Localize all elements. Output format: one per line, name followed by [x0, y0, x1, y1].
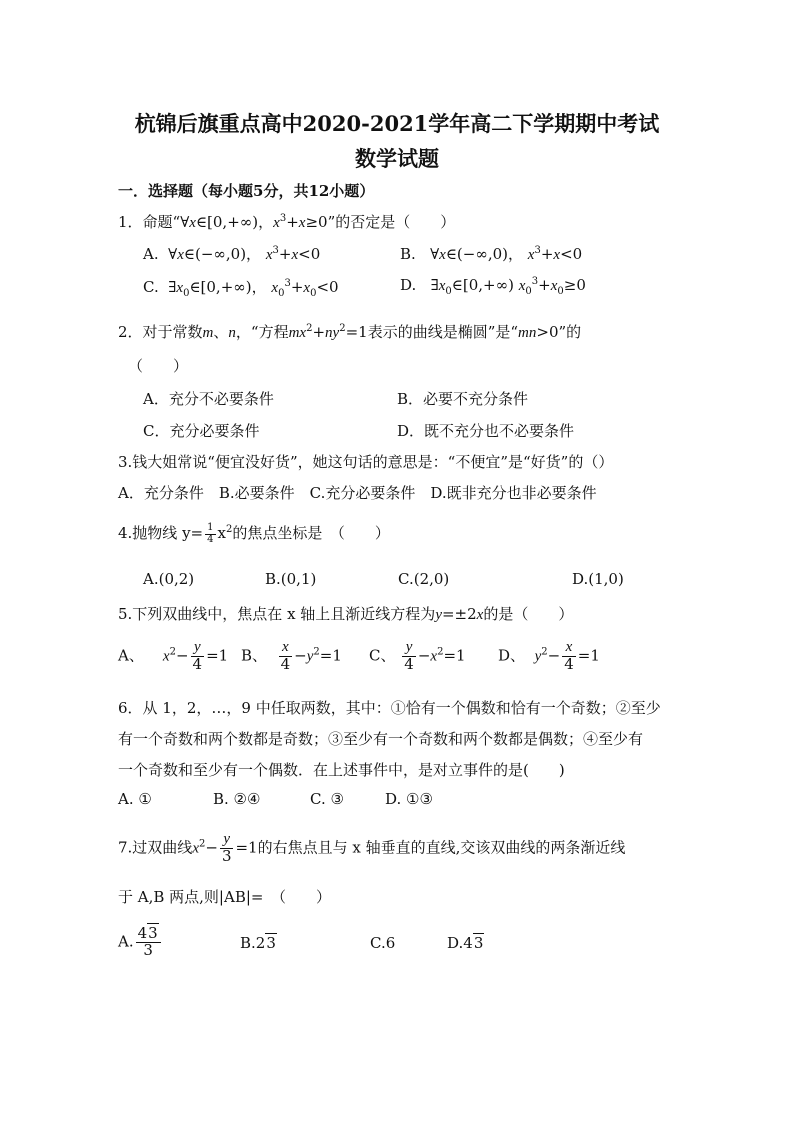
question-2-option-c: C．充分必要条件: [143, 422, 260, 440]
question-4-stem: 4.抛物线 y= $\frac{1}{4}$ $x^2$的焦点坐标是 （ ）: [118, 522, 390, 545]
question-2-paren: （ ）: [128, 357, 189, 375]
question-1-option-b: B. ∀x∈(−∞,0)， $x^3+x<0$: [400, 245, 583, 263]
question-1-option-a: A. ∀x∈(−∞,0)， $x^3+x<0$: [143, 245, 321, 263]
question-6-line-1: 6．从 1，2，…，9 中任取两数，其中：①恰有一个偶数和恰有一个奇数；②至少: [118, 699, 661, 717]
question-6-option-c: C. ③: [310, 790, 344, 808]
question-5-stem: 5.下列双曲线中，焦点在 x 轴上且渐近线方程为y=±2x的是（ ）: [118, 605, 574, 623]
question-4-option-b: B.(0,1): [265, 570, 317, 588]
question-7-option-c: C.6: [370, 934, 396, 952]
question-3-stem: 3.钱大姐常说“便宜没好货”，她这句话的意思是：“不便宜”是“好货”的（）: [118, 453, 614, 471]
question-6-option-d: D. ①③: [385, 790, 433, 808]
page-title: 杭锦后旗重点高中2020-2021学年高二下学期期中考试: [134, 111, 660, 136]
question-6-option-b: B. ②④: [213, 790, 261, 808]
question-2-option-b: B．必要不充分条件: [397, 390, 529, 408]
question-5-option-b: B、 $\frac{x}{4}$ $-y^2=1$: [241, 639, 342, 673]
question-1-option-d: D. $\exists x_0\in[0,+\infty)$ $x_0^3+x_0\ge 0$: [400, 276, 586, 297]
question-5-option-d: D、 $y^2-$ $\frac{x}{4}$ =1: [498, 639, 600, 673]
question-4-option-c: C.(2,0): [398, 570, 450, 588]
question-3-options: A．充分条件 B.必要条件 C.充分必要条件 D.既非充分也非必要条件: [118, 484, 597, 502]
question-5-option-a: A、 $x^2-$ $\frac{y}{4}$ =1: [118, 639, 229, 673]
page-subtitle: 数学试题: [355, 146, 439, 171]
question-1-option-c: C. $\exists x_0\in[0,+\infty)$， $x_0^3+x_0<0$: [143, 278, 339, 299]
question-2-stem: 2．对于常数m、n，“方程$mx^2+ny^2=1$表示的曲线是椭圆”是“mn>0”的: [118, 323, 582, 341]
question-7-option-b: B.23: [240, 934, 276, 952]
question-7-option-d: D.43: [447, 934, 484, 952]
question-7-option-a: A. $\frac{43}{3}$: [118, 926, 163, 959]
question-6-line-3: 一个奇数和至少有一个偶数．在上述事件中，是对立事件的是( ): [118, 761, 565, 779]
question-4-option-a: A.(0,2): [143, 570, 195, 588]
question-2-option-a: A．充分不必要条件: [143, 390, 274, 408]
question-7-stem: 7.过双曲线$x^2-$ $\frac{y}{3}$ =1的右焦点且与 x 轴垂直的直线,交该双曲线的两条渐近线: [118, 831, 626, 865]
question-7-line-2: 于 A,B 两点,则|AB|= （ ）: [118, 888, 331, 906]
question-2-option-d: D．既不充分也不必要条件: [397, 422, 575, 440]
question-5-option-c: C、 $\frac{y}{4}$ $-x^2=1$: [369, 639, 466, 673]
question-6-option-a: A. ①: [118, 790, 152, 808]
question-1-stem: 1．命题“∀x∈[0,+∞)，$x^3+x\ge 0$”的否定是（ ）: [118, 213, 456, 231]
question-4-option-d: D.(1,0): [572, 570, 624, 588]
section-heading: 一．选择题（每小题5分，共12小题）: [118, 182, 375, 200]
question-6-line-2: 有一个奇数和两个数都是奇数；③至少有一个奇数和两个数都是偶数；④至少有: [118, 730, 644, 748]
